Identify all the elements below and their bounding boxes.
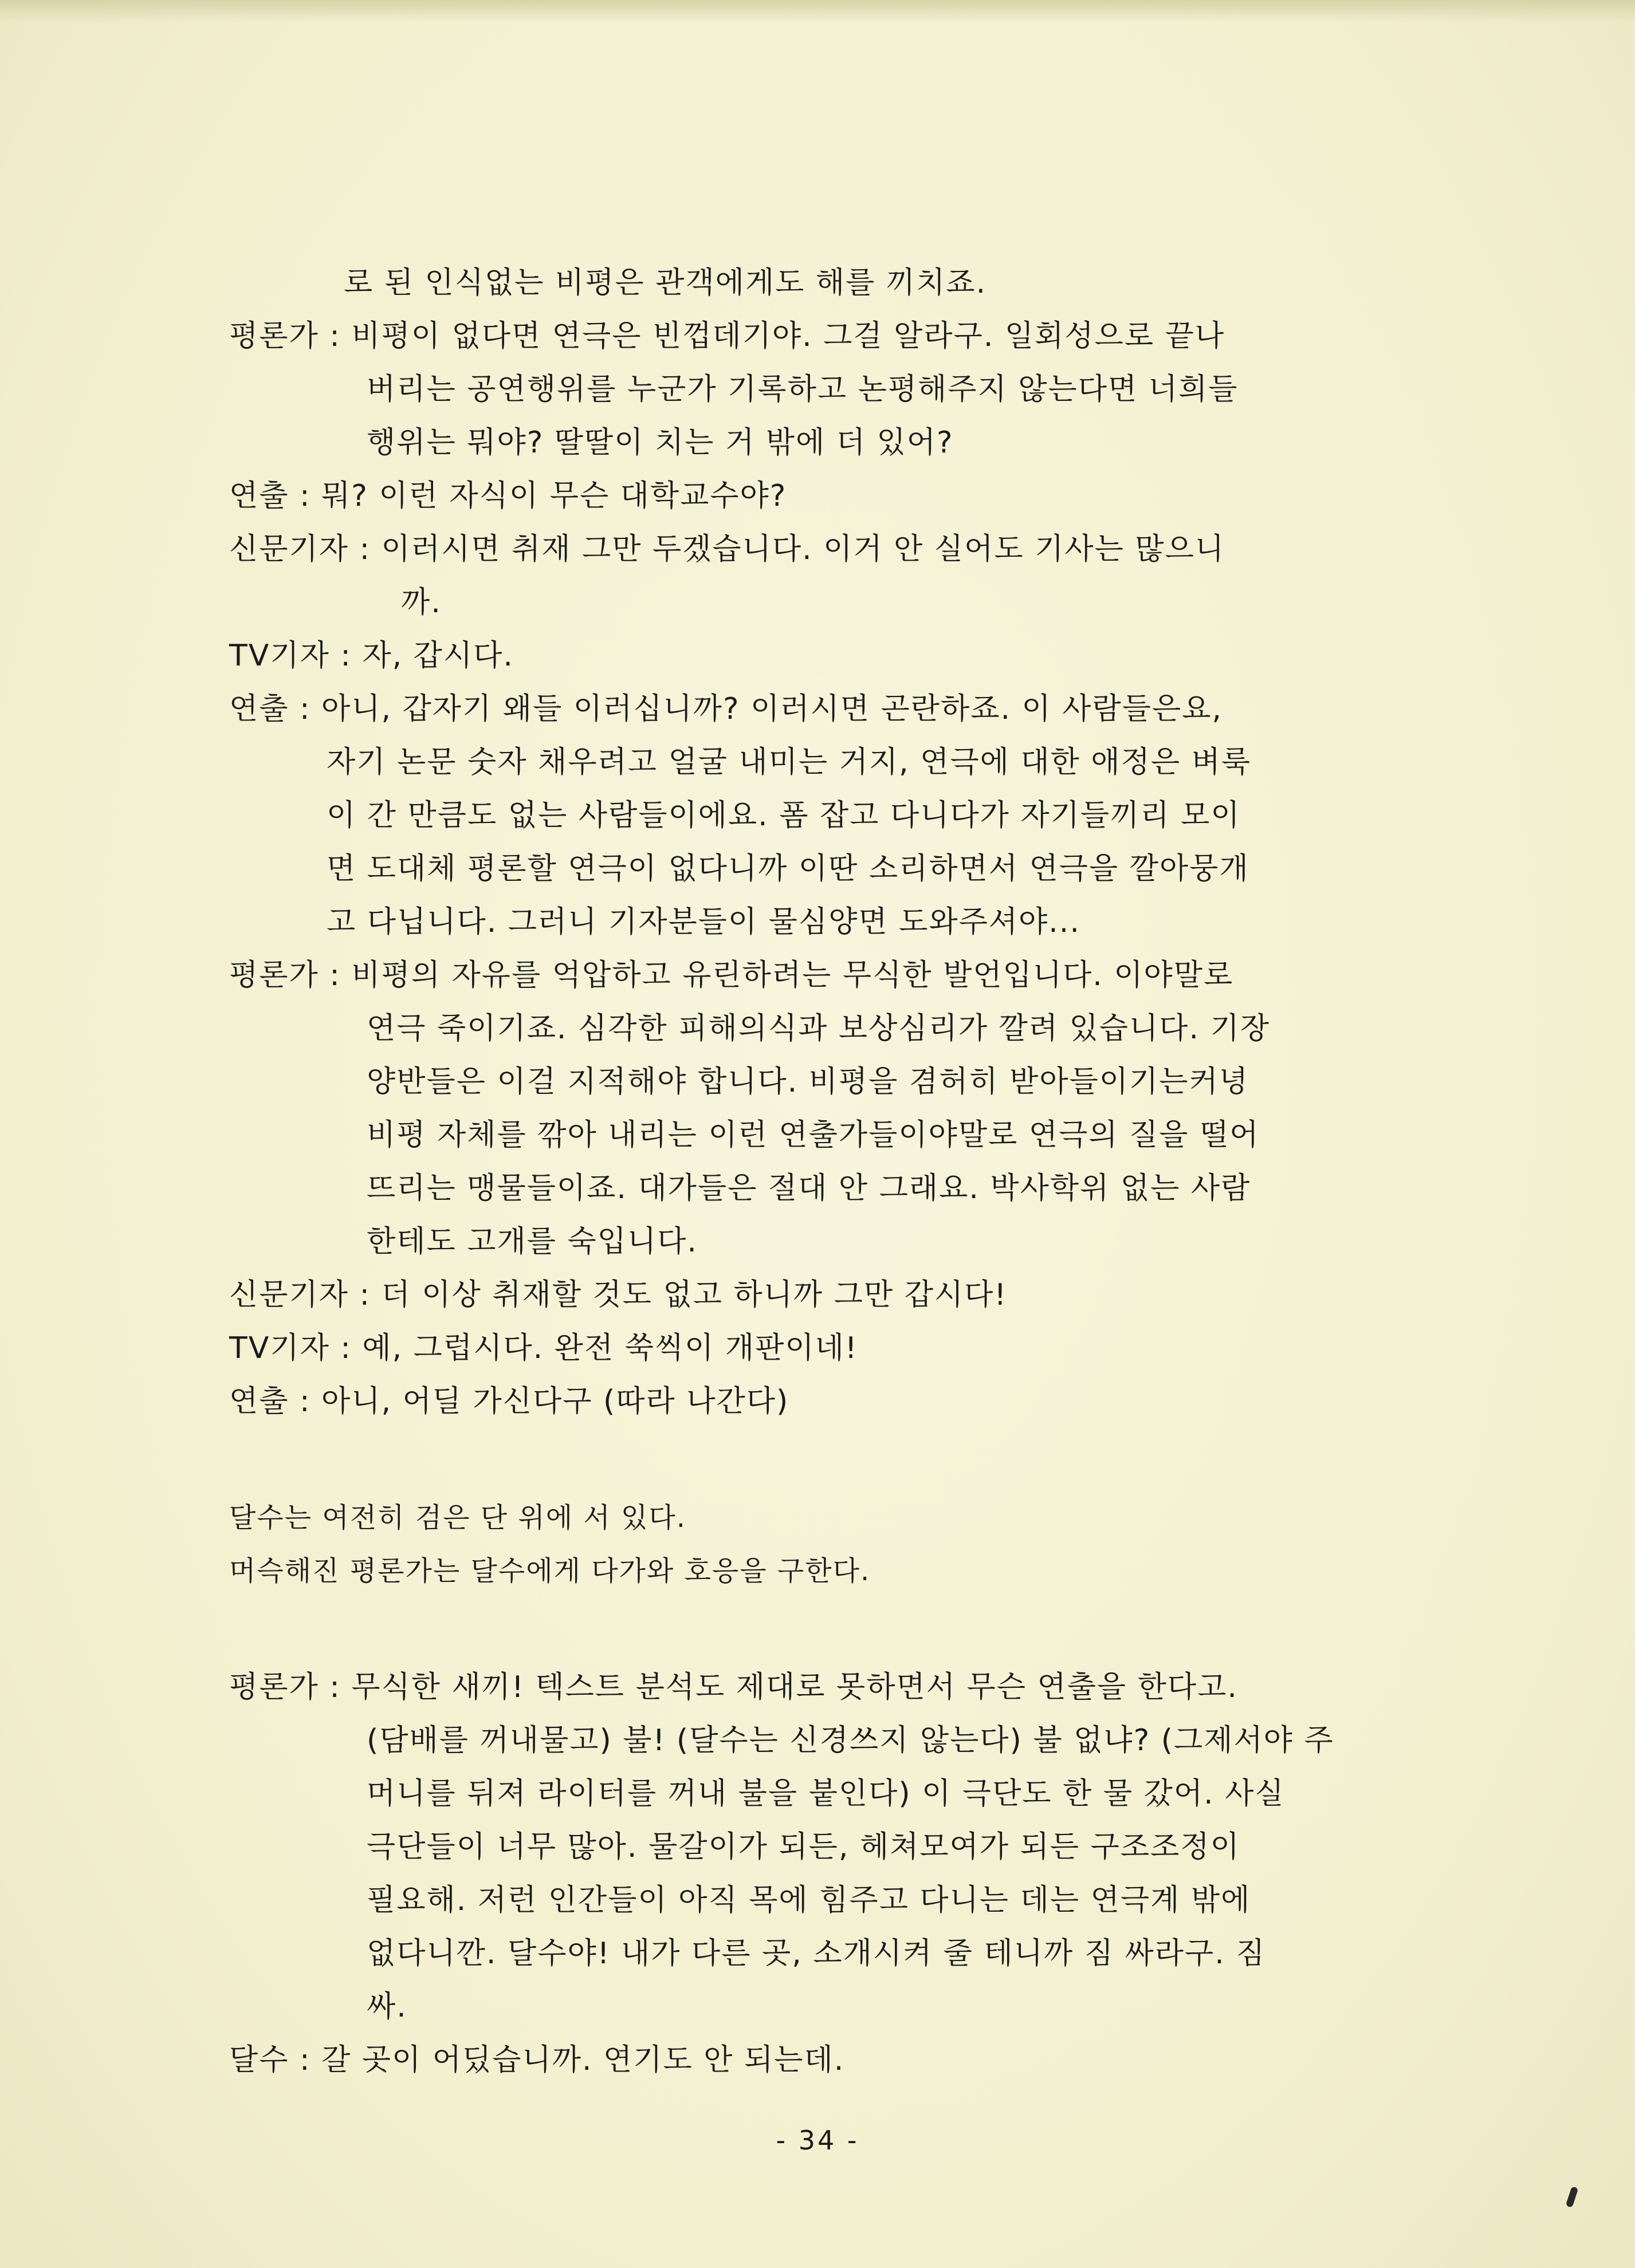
text-line: 한테도 고개를 숙입니다. <box>367 1224 698 1259</box>
text-line: TV기자 : 예, 그럽시다. 완전 쑥씩이 개판이네! <box>229 1331 858 1365</box>
text-line: 면 도대체 평론할 연극이 없다니까 이딴 소리하면서 연극을 깔아뭉개 <box>327 852 1249 886</box>
text-line: 뜨리는 맹물들이죠. 대가들은 절대 안 그래요. 박사학위 없는 사람 <box>367 1171 1251 1206</box>
text-line: 신문기자 : 이러시면 취재 그만 두겠습니다. 이거 안 실어도 기사는 많으니 <box>229 532 1225 566</box>
text-line: 고 다닙니다. 그러니 기자분들이 물심양면 도와주셔야... <box>327 905 1080 939</box>
text-line: 로 된 인식없는 비평은 관객에게도 해를 끼치죠. <box>344 266 987 300</box>
dialogue-line <box>229 1375 1386 1428</box>
dialogue-line <box>229 2034 1386 2087</box>
text-line: 머니를 뒤져 라이터를 꺼내 불을 붙인다) 이 극단도 한 물 갔어. 사실 <box>367 1777 1285 1811</box>
text-line: 자기 논문 숫자 채우려고 얼굴 내미는 거지, 연극에 대한 애정은 벼룩 <box>327 745 1252 779</box>
text-line: 연출 : 뭐? 이런 자식이 무슨 대학교수야? <box>229 479 787 513</box>
text-line: 극단들이 너무 많아. 물갈이가 되든, 헤쳐모여가 되든 구조조정이 <box>367 1830 1240 1864</box>
text-line: 이 간 만큼도 없는 사람들이에요. 폼 잡고 다니다가 자기들끼리 모이 <box>327 798 1241 833</box>
page-top-shadow <box>0 0 1635 23</box>
text-line: 머슥해진 평론가는 달수에게 다가와 호응을 구한다. <box>229 1555 871 1587</box>
text-line: 버리는 공연행위를 누군가 기록하고 논평해주지 않는다면 너희들 <box>367 372 1239 407</box>
text-line: 없다니깐. 달수야! 내가 다른 곳, 소개시켜 줄 테니까 짐 싸라구. 짐 <box>367 1936 1266 1971</box>
text-line: TV기자 : 자, 갑시다. <box>229 639 514 673</box>
stage-direction <box>229 1491 1386 1598</box>
text-line: 연출 : 아니, 갑자기 왜들 이러십니까? 이러시면 곤란하죠. 이 사람들은요, <box>229 692 1223 726</box>
text-line: 필요해. 저런 인간들이 아직 목에 힘주고 다니는 데는 연극계 밖에 <box>367 1883 1251 1917</box>
dialogue-line <box>229 310 1386 470</box>
text-line: 달수 : 갈 곳이 어딨습니까. 연기도 안 되는데. <box>229 2043 845 2077</box>
text-line: 까. <box>401 585 442 620</box>
text-line: 연출 : 아니, 어딜 가신다구 (따라 나간다) <box>229 1384 789 1419</box>
text-line: 양반들은 이걸 지적해야 합니다. 비평을 겸허히 받아들이기는커녕 <box>367 1065 1249 1099</box>
dialogue-line <box>229 523 1386 629</box>
dialogue-line <box>229 683 1386 949</box>
text-line: 평론가 : 무식한 새끼! 텍스트 분석도 제대로 못하면서 무슨 연출을 한다고. <box>229 1670 1238 1704</box>
paragraph-gap <box>229 1598 1386 1661</box>
script-body <box>229 257 1386 2087</box>
dialogue-line <box>229 470 1386 523</box>
dialogue-line <box>229 1661 1386 2034</box>
page-number: - 34 - <box>776 2125 859 2156</box>
paragraph-gap <box>229 1428 1386 1491</box>
dialogue-line <box>229 949 1386 1269</box>
text-line: 연극 죽이기죠. 심각한 피해의식과 보상심리가 깔려 있습니다. 기장 <box>367 1011 1271 1046</box>
text-line: 비평 자체를 깎아 내리는 이런 연출가들이야말로 연극의 질을 떨어 <box>367 1118 1260 1152</box>
text-line: 싸. <box>367 1990 407 2024</box>
text-line: 달수는 여전히 검은 단 위에 서 있다. <box>229 1502 686 1534</box>
text-line: 신문기자 : 더 이상 취재할 것도 없고 하니까 그만 갑시다! <box>229 1278 1008 1312</box>
dialogue-line <box>229 1322 1386 1375</box>
dialogue-line <box>229 1269 1386 1322</box>
text-line: 행위는 뭐야? 딸딸이 치는 거 밖에 더 있어? <box>367 426 954 460</box>
dialogue-line <box>229 629 1386 683</box>
text-line: 평론가 : 비평의 자유를 억압하고 유린하려는 무식한 발언입니다. 이야말로 <box>229 958 1234 993</box>
text-line: (담배를 꺼내물고) 불! (달수는 신경쓰지 않는다) 불 없냐? (그제서야 주 <box>367 1723 1334 1758</box>
continued-line <box>229 257 1386 310</box>
text-line: 평론가 : 비평이 없다면 연극은 빈껍데기야. 그걸 알라구. 일회성으로 끝나 <box>229 319 1225 353</box>
